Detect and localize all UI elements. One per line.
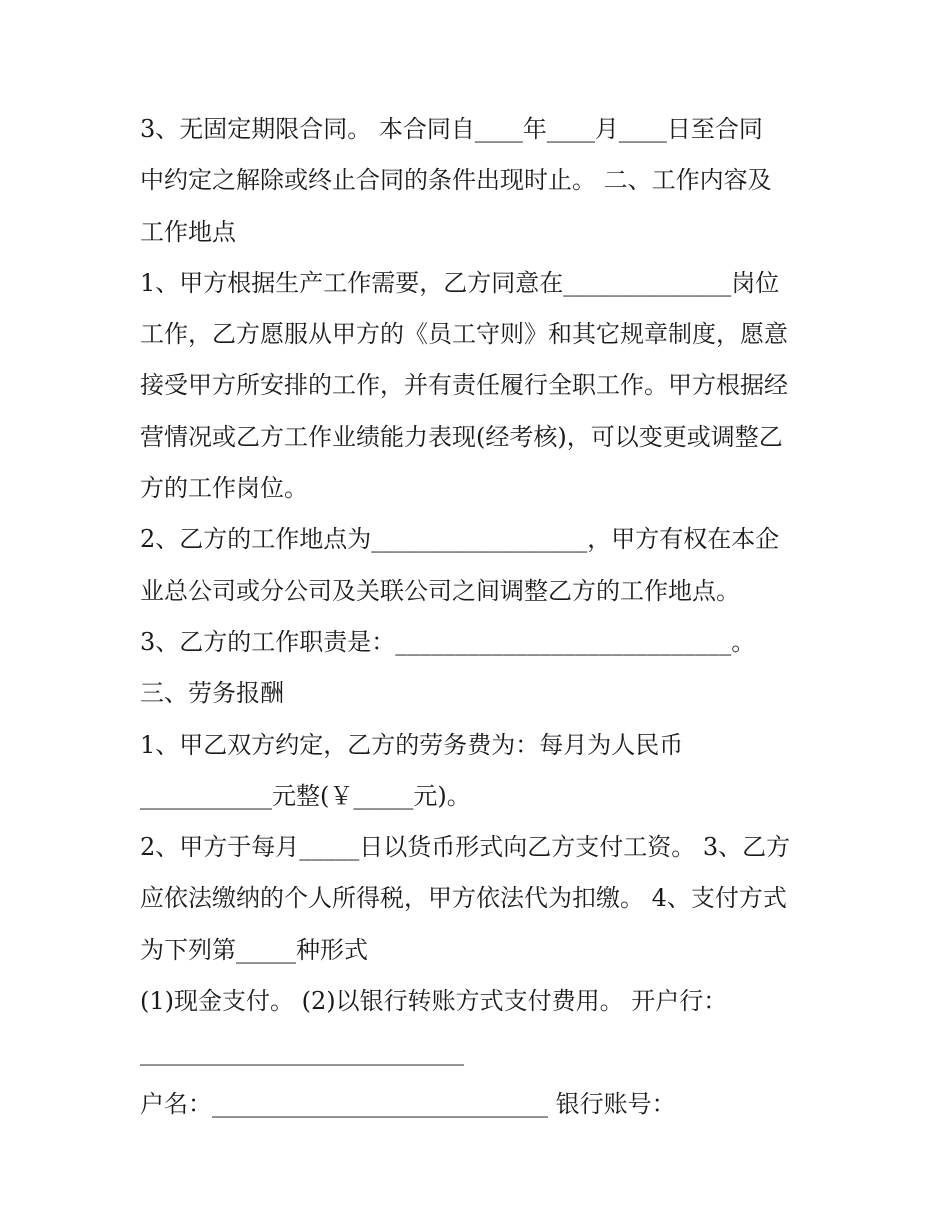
text-line: 为下列第_____种形式 (140, 935, 368, 964)
text-line: 接受甲方所安排的工作，并有责任履行全职工作。甲方根据经 (140, 371, 788, 400)
text-line: ___________元整(￥_____元)。 (140, 781, 471, 810)
text-line: 业总公司或分公司及关联公司之间调整乙方的工作地点。 (140, 576, 740, 605)
text-line: 户名：____________________________ 银行账号： (140, 1089, 676, 1118)
text-line: 3、乙方的工作职责是：____________________________。 (140, 627, 756, 656)
text-line: 应依法缴纳的个人所得税，甲方依法代为扣缴。 4、支付方式 (140, 884, 787, 913)
section-heading: 三、劳务报酬 (140, 679, 284, 708)
text-line: 工作，乙方愿服从甲方的《员工守则》和其它规章制度，愿意 (140, 320, 788, 349)
text-line: 2、甲方于每月_____日以货币形式向乙方支付工资。 3、乙方 (140, 833, 791, 862)
text-line: 营情况或乙方工作业绩能力表现(经考核)，可以变更或调整乙 (140, 422, 783, 451)
text-line: 3、无固定期限合同。 本合同自____年____月____日至合同 (140, 115, 763, 143)
text-line: 1、甲乙双方约定，乙方的劳务费为：每月为人民币 (140, 730, 684, 759)
text-line: 方的工作岗位。 (140, 474, 308, 503)
text-line: 中约定之解除或终止合同的条件出现时止。 二、工作内容及 (140, 166, 772, 195)
document-body (140, 104, 820, 1130)
text-line: ___________________________ (140, 1038, 464, 1067)
text-line: (1)现金支付。 (2)以银行转账方式支付费用。 开户行： (140, 987, 728, 1016)
text-line: 工作地点 (140, 217, 236, 246)
text-line: 2、乙方的工作地点为__________________，甲方有权在本企 (140, 525, 780, 554)
text-line: 1、甲方根据生产工作需要，乙方同意在______________岗位 (140, 268, 780, 297)
